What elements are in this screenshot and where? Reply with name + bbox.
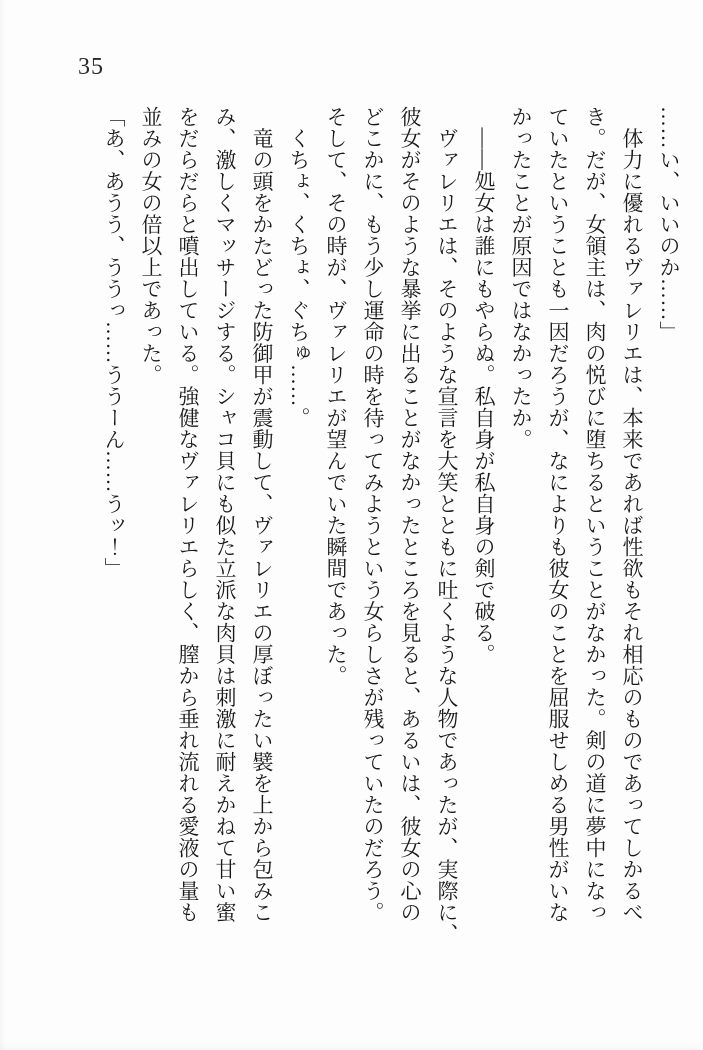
text-line: をだらだらと噴出している。強健なヴァレリエらしく、膣から垂れ流れる愛液の量も (176, 106, 200, 923)
text-line: み、激しくマッサージする。シャコ貝にも似た立派な肉貝は刺激に耐えかねて甘い蜜 (213, 106, 237, 923)
text-line: 竜の頭をかたどった防御甲が震動して、ヴァレリエの厚ぼったい襞を上から包みこ (250, 106, 274, 923)
page-number: 35 (78, 54, 104, 80)
text-line: 体力に優れるヴァレリエは、本来であれば性欲もそれ相応のものであってしかるべ (620, 106, 644, 923)
text-line: ていたということも一因だろうが、なによりも彼女のことを屈服せしめる男性がいな (546, 106, 570, 923)
text-line: ヴァレリエは、そのような宣言を大笑とともに吐くような人物であったが、実際に、 (435, 106, 459, 945)
text-line: ――処女は誰にもやらぬ。私自身が私自身の剣で破る。 (472, 106, 496, 665)
text-line: 並みの女の倍以上であった。 (139, 106, 163, 386)
text-line: 「あ、あうう、ううっ……ううーん……うッ！」 (102, 106, 126, 579)
text-line: き。だが、女領主は、肉の悦びに堕ちるということがなかった。剣の道に夢中になっ (583, 106, 607, 923)
text-line: かったことが原因ではなかったか。 (509, 106, 533, 450)
text-line: 彼女がそのような暴挙に出ることがなかったところを見ると、あるいは、彼女の心の (398, 106, 422, 923)
text-line: くちょ、くちょ、ぐちゅ……。 (287, 106, 311, 429)
text-line: そして、その時が、ヴァレリエが望んでいた瞬間であった。 (324, 106, 348, 687)
text-line: ……い、いいのか……」 (657, 106, 681, 343)
text-line: どこかに、もう少し運命の時を待ってみようという女らしさが残っていたのだろう。 (361, 106, 385, 923)
vertical-text-block (95, 106, 687, 948)
